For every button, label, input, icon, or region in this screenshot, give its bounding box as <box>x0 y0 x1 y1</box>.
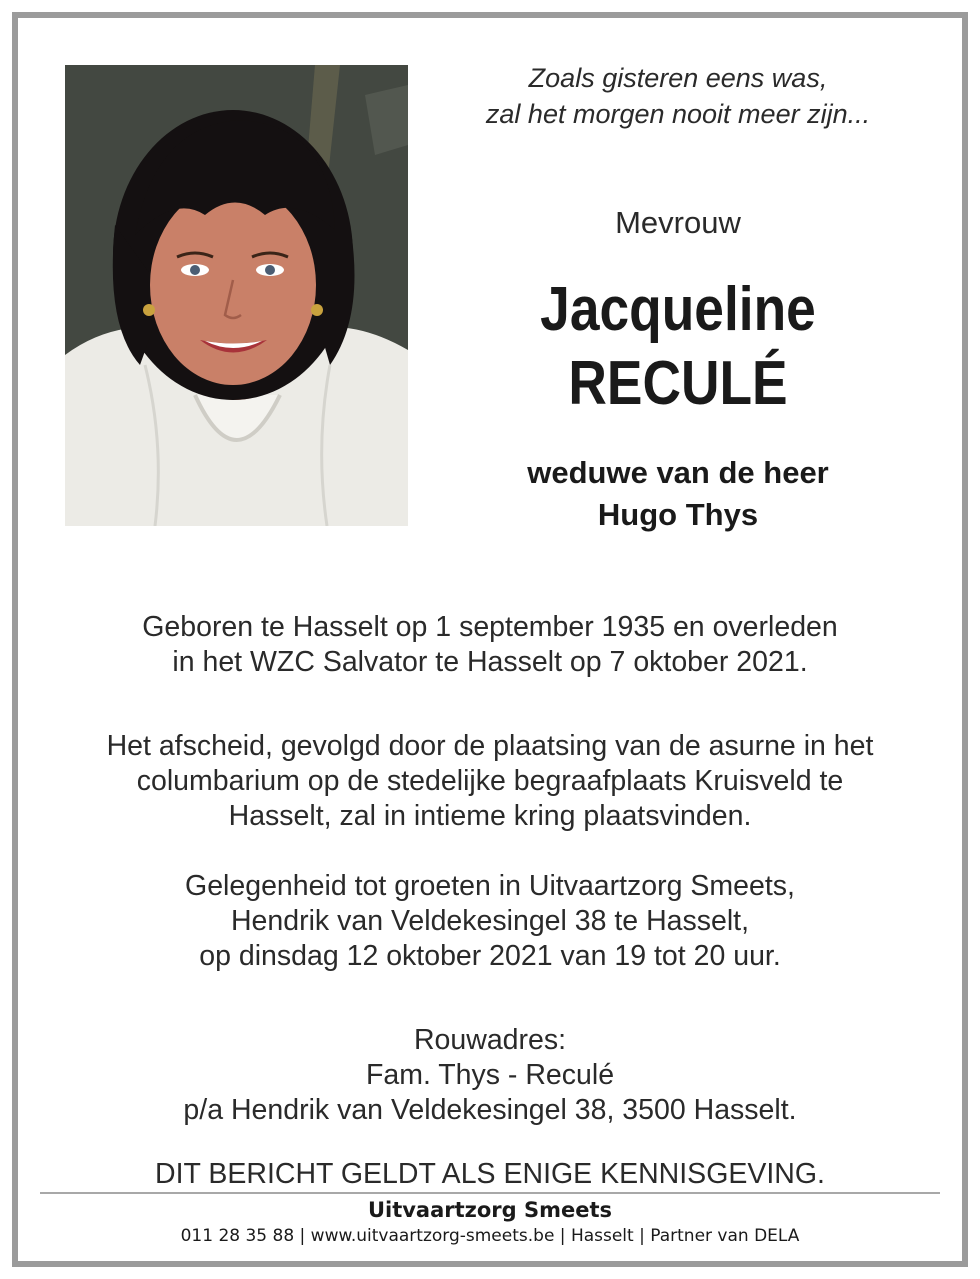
paragraph-line: in het WZC Salvator te Hasselt op 7 oktober 2021. <box>172 646 808 678</box>
deceased-first-name: Jacqueline <box>540 275 816 344</box>
farewell-paragraph <box>38 729 942 834</box>
memorial-card <box>12 12 968 1267</box>
paragraph-line: Rouwadres: <box>413 1024 567 1056</box>
paragraph-line: Het afscheid, gevolgd door de plaatsing van de asurne in het <box>106 730 874 762</box>
paragraph-line: Hasselt, zal in intieme kring plaatsvinden. <box>228 800 752 832</box>
footer-company-name: Uitvaartzorg Smeets <box>367 1198 613 1222</box>
birth-death-paragraph <box>38 610 942 680</box>
paragraph-line: Hendrik van Veldekesingel 38 te Hasselt, <box>230 905 750 937</box>
portrait-icon <box>65 65 408 526</box>
visitation-paragraph <box>38 869 942 974</box>
paragraph-line: Geboren te Hasselt op 1 september 1935 en overleden <box>142 611 838 643</box>
spouse-line: weduwe van de heer <box>527 455 829 490</box>
sole-notice: DIT BERICHT GELDT ALS ENIGE KENNISGEVING. <box>155 1158 825 1190</box>
paragraph-line: p/a Hendrik van Veldekesingel 38, 3500 Hasselt. <box>183 1094 797 1126</box>
deceased-last-name: RECULÉ <box>568 349 788 418</box>
motto-quote <box>418 60 938 132</box>
paragraph-line: Gelegenheid tot groeten in Uitvaartzorg Smeets, <box>185 870 795 902</box>
mourning-address <box>38 1023 942 1128</box>
deceased-title: Mevrouw <box>615 205 741 240</box>
portrait-photo <box>65 65 408 526</box>
motto-line: Zoals gisteren eens was, <box>528 63 828 93</box>
footer-divider <box>40 1192 940 1194</box>
paragraph-line: columbarium op de stedelijke begraafplaats Kruisveld te <box>136 765 844 797</box>
footer-contact-info: 011 28 35 88 | www.uitvaartzorg-smeets.be | Hasselt | Partner van DELA <box>180 1226 800 1246</box>
paragraph-line: Fam. Thys - Reculé <box>365 1059 615 1091</box>
motto-line: zal het morgen nooit meer zijn... <box>485 99 871 129</box>
paragraph-line: op dinsdag 12 oktober 2021 van 19 tot 20 uur. <box>199 940 781 972</box>
spouse-line: Hugo Thys <box>597 497 759 532</box>
deceased-name <box>454 273 901 421</box>
spouse-info <box>418 452 938 536</box>
